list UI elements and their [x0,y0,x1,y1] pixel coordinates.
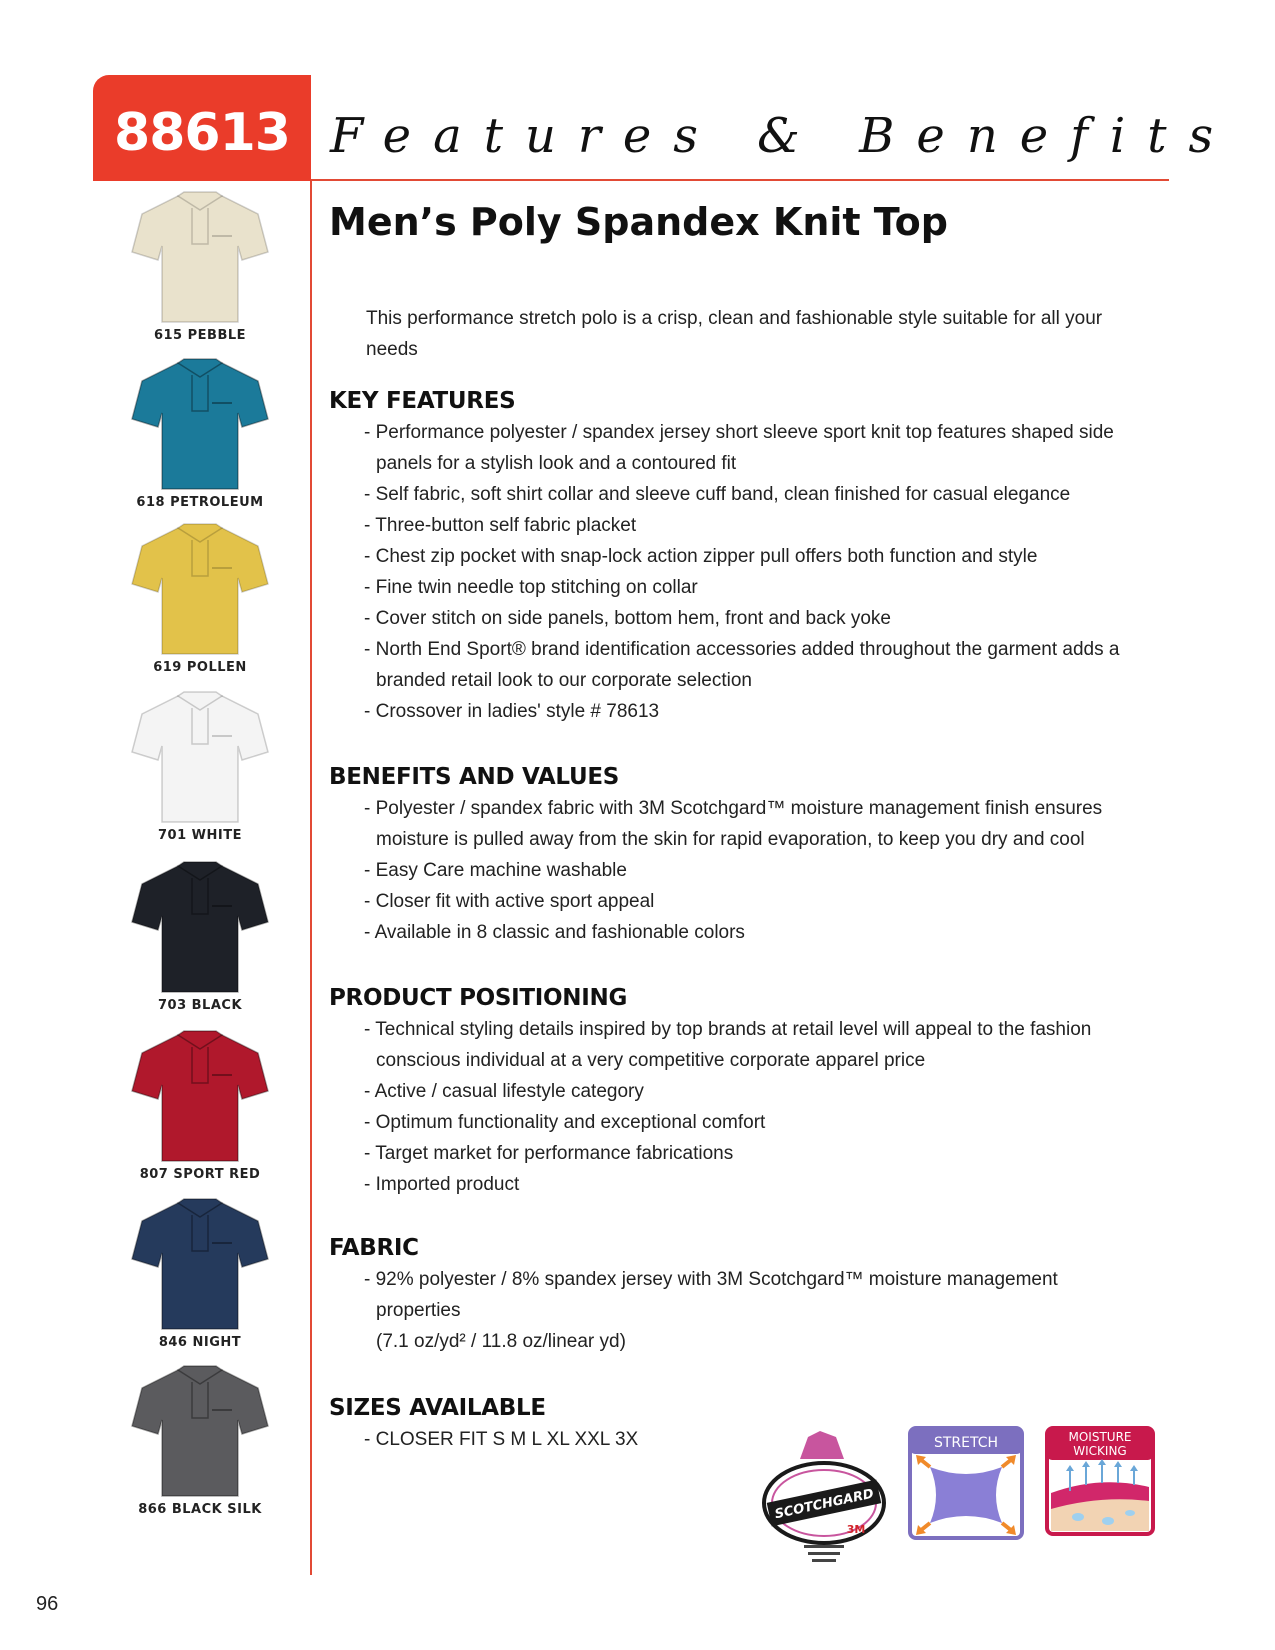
product-intro: This performance stretch polo is a crisp, clean and fashionable style suitable for all your needs [366,308,1103,360]
list-item: - Closer fit with active sport appeal [364,886,1129,917]
3m-wordmark: 3M [846,1523,866,1536]
color-label: 846 NIGHT [158,1335,242,1350]
list-item: - 92% polyester / 8% spandex jersey with 3M Scotchgard™ moisture management properties [364,1264,1129,1326]
color-swatch [120,1027,280,1182]
list-item: - CLOSER FIT S M L XL XXL 3X [364,1424,1129,1455]
list-item: - Available in 8 classic and fashionable colors [364,917,1129,948]
moisture-label-line1: MOISTURE [1068,1430,1132,1444]
list-item: - Active / casual lifestyle category [364,1076,1129,1107]
list-item: - North End Sport® brand identification accessories added throughout the garment adds a branded retail look to our corporate selection [364,634,1129,696]
key-features-section [329,388,1129,727]
list-item: - Target market for performance fabrications [364,1138,1129,1169]
list-item: - Imported product [364,1169,1129,1200]
color-swatch [120,188,280,343]
vertical-divider [310,181,312,1575]
list-item: - Performance polyester / spandex jersey short sleeve sport knit top features shaped side panels for a stylish look and a contoured fit [364,417,1129,479]
polo-shirt-icon [130,1027,270,1165]
fabric-section [329,1235,1129,1357]
polo-shirt-icon [130,520,270,658]
section-title: Features & Benefits [330,108,1236,164]
stretch-label: STRETCH [933,1435,999,1451]
list-item: - Chest zip pocket with snap-lock action zipper pull offers both function and style [364,541,1129,572]
polo-shirt-icon [130,1362,270,1500]
positioning-section [329,985,1129,1200]
color-label: 807 SPORT RED [139,1167,261,1182]
color-label: 703 BLACK [157,998,243,1013]
polo-shirt-icon [130,688,270,826]
fabric-list [329,1264,1129,1326]
list-item: - Polyester / spandex fabric with 3M Scotchgard™ moisture management finish ensures moisture is pulled away from the skin for rapid evaporation, to keep you dry and cool [364,793,1129,855]
list-item: - Three-button self fabric placket [364,510,1129,541]
scotchgard-wordmark: SCOTCHGARD [773,1486,876,1523]
benefits-section [329,764,1129,948]
list-item: - Self fabric, soft shirt collar and sleeve cuff band, clean finished for casual elegance [364,479,1129,510]
list-item: - Technical styling details inspired by top brands at retail level will appeal to the fashion conscious individual at a very competitive corporate apparel price [364,1014,1129,1076]
list-item: - Cover stitch on side panels, bottom hem, front and back yoke [364,603,1129,634]
color-swatch [120,858,280,1013]
list-item: - Optimum functionality and exceptional comfort [364,1107,1129,1138]
polo-shirt-icon [130,188,270,326]
color-label: 619 POLLEN [153,660,247,675]
polo-shirt-icon [130,1195,270,1333]
color-swatch [120,520,280,675]
section-heading: PRODUCT POSITIONING [329,985,628,1011]
scotchgard-logo [764,1431,884,1562]
moisture-wicking-badge [1047,1428,1153,1534]
fabric-weight: (7.1 oz/yd² / 11.8 oz/linear yd) [376,1331,626,1352]
polo-shirt-icon [130,355,270,493]
stretch-badge [910,1428,1022,1538]
list-item: - Crossover in ladies' style # 78613 [364,696,1129,727]
header-rule [311,179,1169,181]
list-item: - Fine twin needle top stitching on collar [364,572,1129,603]
color-swatch [120,1195,280,1350]
section-heading: FABRIC [329,1235,419,1261]
list-item: - Easy Care machine washable [364,855,1129,886]
page-number: 96 [36,1593,59,1615]
section-heading: SIZES AVAILABLE [329,1395,546,1421]
color-swatch [120,688,280,843]
positioning-list [329,1014,1129,1200]
color-swatch [120,355,280,510]
color-label: 615 PEBBLE [153,328,247,343]
style-number-tab [93,75,311,181]
color-label: 866 BLACK SILK [138,1502,262,1517]
style-number: 88613 [114,103,290,163]
color-swatch [120,1362,280,1517]
section-heading: KEY FEATURES [329,388,516,414]
feature-badges [760,1425,1170,1575]
moisture-label-line2: WICKING [1073,1444,1127,1458]
product-title: Men’s Poly Spandex Knit Top [329,200,948,244]
color-label: 618 PETROLEUM [136,495,264,510]
section-heading: BENEFITS AND VALUES [329,764,620,790]
benefit-list [329,793,1129,948]
polo-shirt-icon [130,858,270,996]
feature-list [329,417,1129,727]
color-label: 701 WHITE [158,828,242,843]
